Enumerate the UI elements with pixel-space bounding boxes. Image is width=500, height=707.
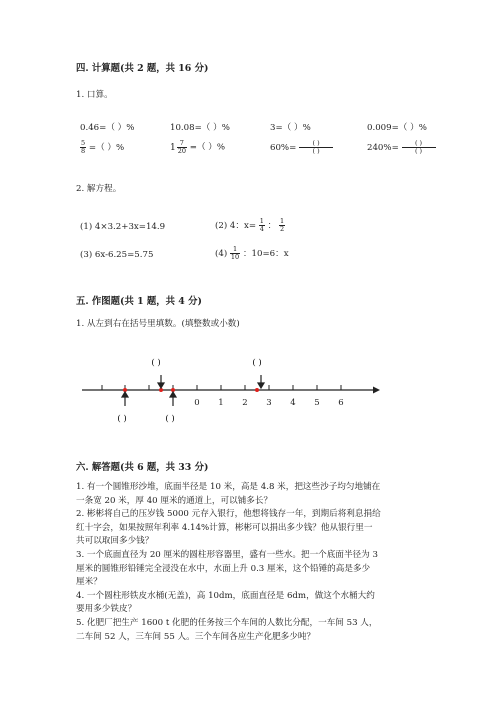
tick-marks [102,385,341,390]
blank-top-1: ( ) [151,358,161,368]
oral-calc-4: 0.009=（ ）% [367,123,427,133]
question-line: 红十字会，如果按照年利率 4.14%计算，彬彬可以捐出多少钱？他从银行里一 [76,522,373,533]
blank-bottom-1: ( ) [117,414,127,424]
down-arrows [158,375,264,388]
oral-calc-3: 3=（ ）% [270,123,311,133]
equation-1: (1) 4×3.2+3x=14.9 [80,222,166,232]
question-line: 3. 一个底面直径为 20 厘米的圆柱形容器里，盛有一些水。把一个底面半径为 3 [76,549,378,560]
number-line-figure [70,352,380,432]
oral-calc-7: 60%= $\frac{( )}{( )}$ [270,140,333,155]
question-line: 4. 一个圆柱形铁皮水桶(无盖)，高 10dm，底面直径是 6dm，做这个水桶大约 [76,590,375,601]
question-line: 1. 有一个圆锥形沙堆，底面半径是 10 米，高是 4.8 米，把这些沙子均匀地铺在 [76,482,381,492]
oral-calc-2: 10.08=（ ）% [170,123,230,133]
equation-4: (4) $\frac{1}{10}$ ：10=6：x [215,245,289,261]
oral-calc-8: 240%= $\frac{( )}{( )}$ [367,140,436,155]
blank-bottom-2: ( ) [165,414,175,424]
oral-calc-5: $\frac{5}{8}$ =（ ）% [81,139,125,155]
question-1-title: 1. 口算。 [76,90,113,100]
question-line: 5. 化肥厂把生产 1600 t 化肥的任务按三个车间的人数比分配，一车间 53 人， [76,617,378,628]
question-line: 厘米？ [76,577,102,588]
question-line: 2. 彬彬将自己的压岁钱 5000 元存入银行，他想将钱存一年，到期后将利息捐给 [76,509,381,520]
question-line: 要用多少铁皮？ [76,604,137,615]
question-2-title: 2. 解方程。 [76,184,122,194]
question-line: 二车间 52 人，三车间 55 人。三个车间各应生产化肥多少吨？ [76,631,316,642]
tick-label-3: 3 [266,398,272,408]
drawing-question: 1. 从左到右在括号里填数。(填整数或小数) [76,319,240,329]
equation-2: (2) 4：x= $\frac{1}{4}$ ： $\frac{1}{2}$ [215,217,285,233]
section4-title: 四. 计算题(共 2 题，共 16 分) [76,63,209,74]
equation-3: (3) 6x-6.25=5.75 [80,250,154,260]
number-line-arrowhead [373,387,380,394]
question-line: 共可以取回多少钱？ [76,536,154,547]
tick-label-4: 4 [290,398,296,408]
up-arrows [122,392,176,406]
tick-label-1: 1 [218,398,224,408]
section5-title: 五. 作图题(共 1 题，共 4 分) [76,296,202,307]
question-line: 厘米的圆锥形铅锤完全浸没在水中，水面上升 0.3 厘米，这个铅锤的高是多少 [76,563,371,574]
blank-top-2: ( ) [252,358,262,368]
tick-label-6: 6 [338,398,344,408]
oral-calc-6: 1 $\frac{7}{20}$ =（ ）% [170,139,226,155]
answer-questions [76,481,448,644]
tick-label-5: 5 [314,398,320,408]
tick-label-0: 0 [194,398,200,408]
section6-title: 六. 解答题(共 6 题，共 33 分) [76,462,209,473]
oral-calc-1: 0.46=（ ）% [80,123,135,133]
question-line: 一条宽 20 米，厚 40 厘米的通道上，可以铺多长？ [76,495,273,506]
tick-label-2: 2 [242,398,248,408]
